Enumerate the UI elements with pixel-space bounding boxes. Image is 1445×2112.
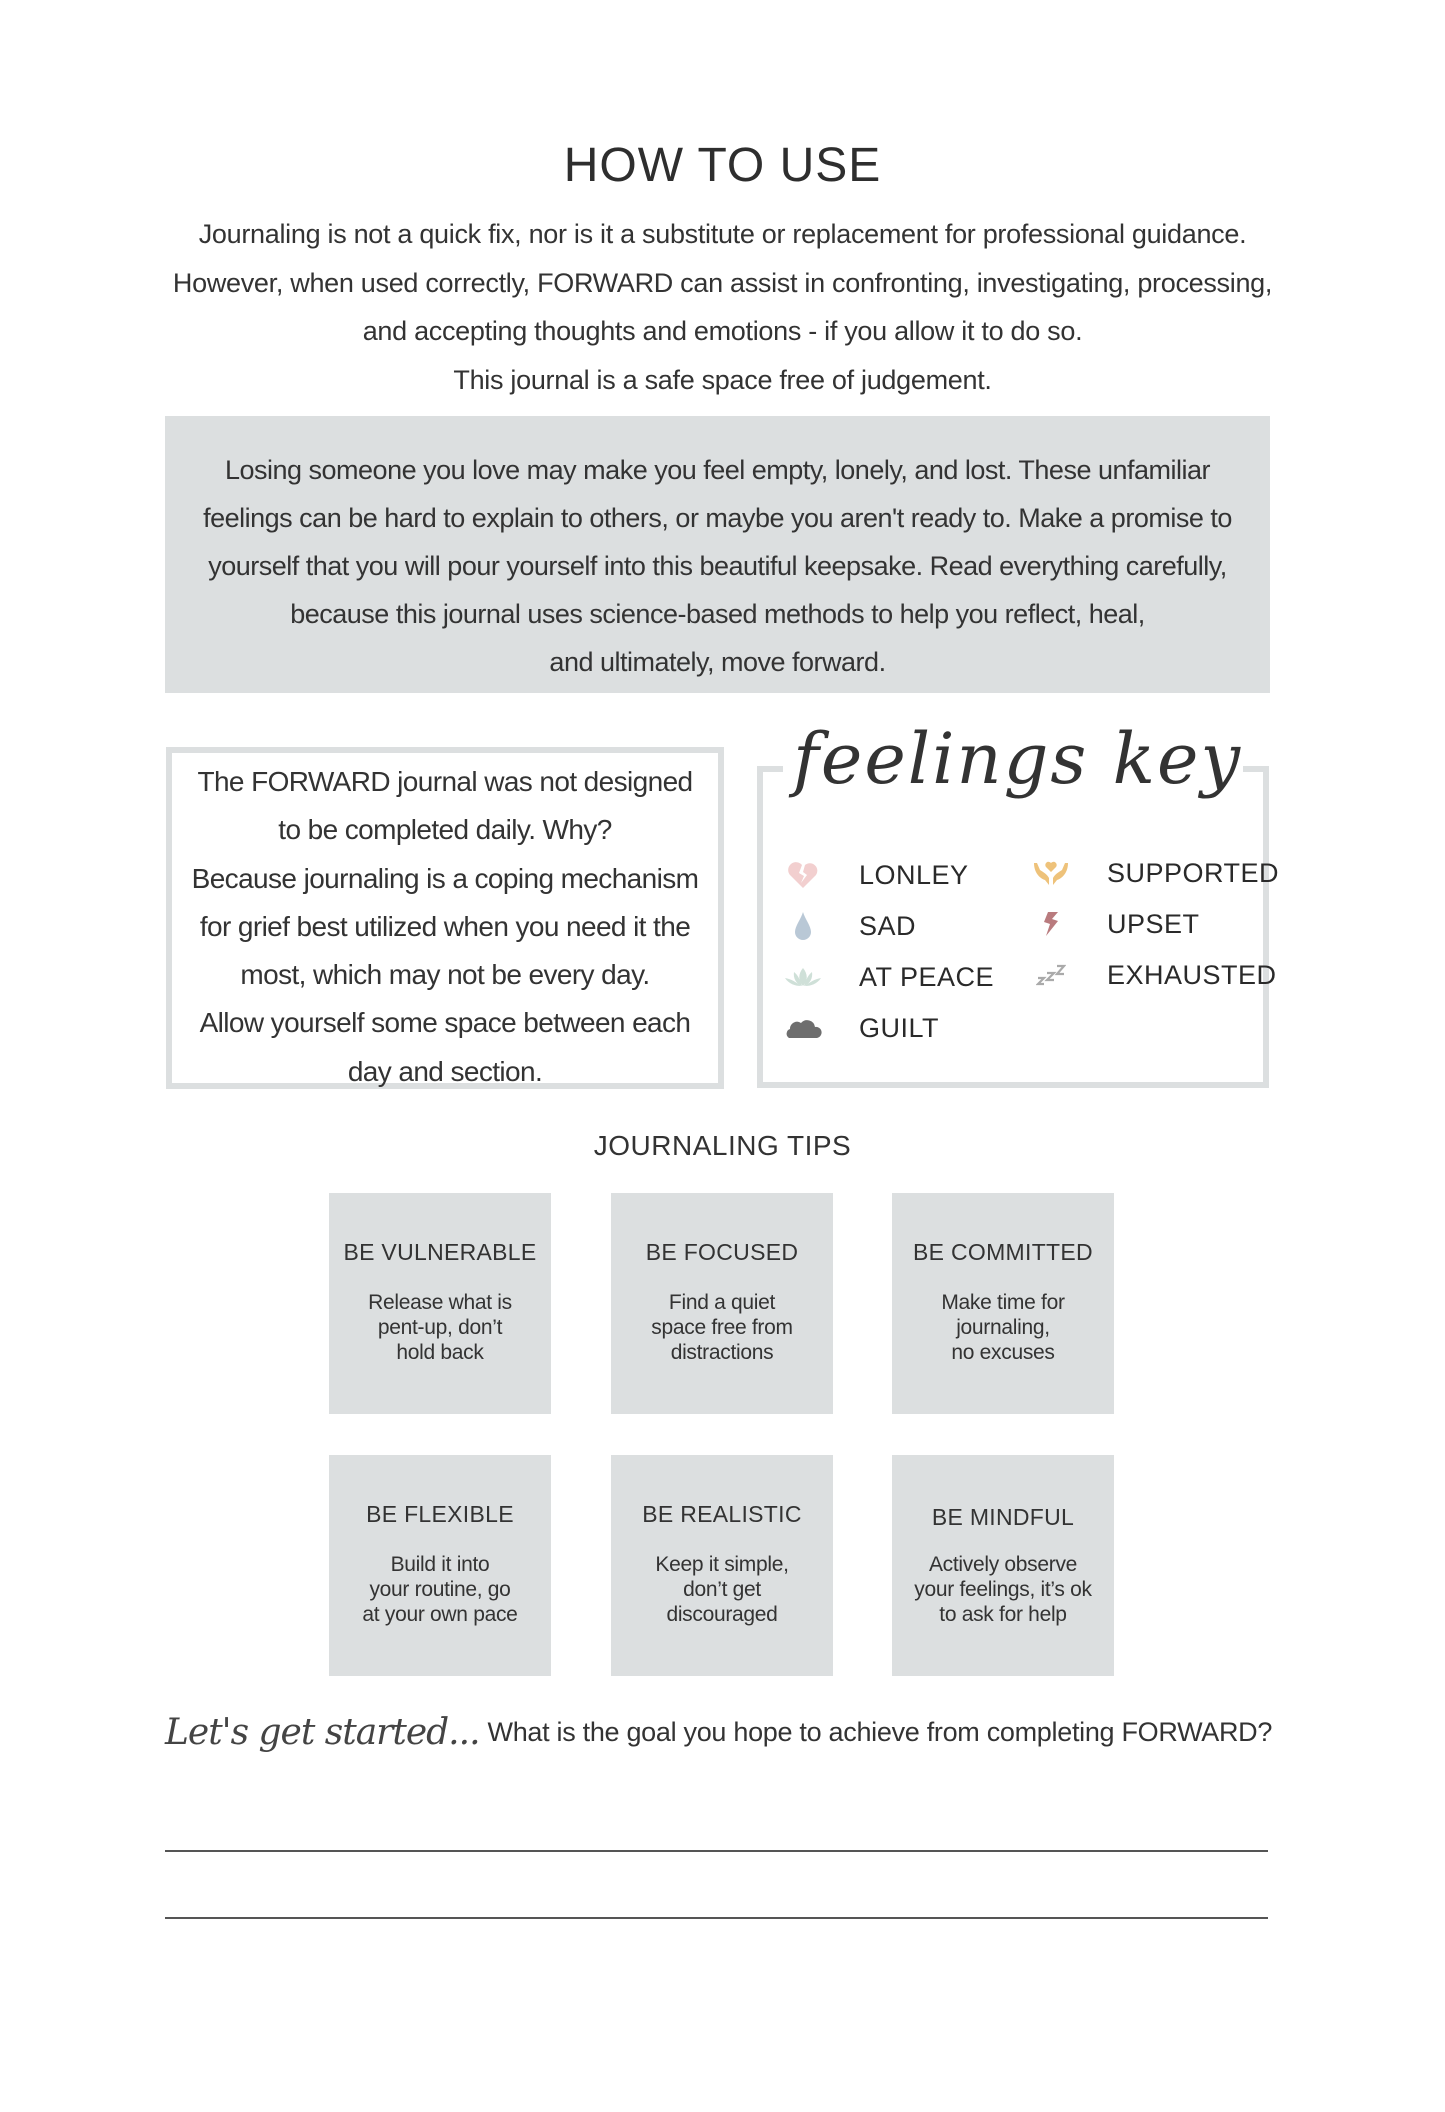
feelings-key-box	[757, 718, 1280, 1088]
grief-note-line: yourself that you will pour yourself into this beautiful keepsake. Read everything carefully,	[208, 551, 1227, 581]
cloud-icon	[783, 1011, 823, 1045]
feeling-upset	[1031, 907, 1200, 941]
tip-card	[892, 1455, 1114, 1676]
answer-line[interactable]	[165, 1917, 1268, 1919]
lightning-icon	[1031, 907, 1071, 941]
tip-line: Find a quiet	[668, 1291, 776, 1314]
tip-line: journaling,	[956, 1316, 1050, 1339]
sleep-zzz-icon	[1031, 958, 1071, 992]
note-line: Allow yourself some space between each	[199, 1007, 691, 1039]
tip-line: Keep it simple,	[655, 1553, 789, 1576]
feeling-label: EXHAUSTED	[1107, 959, 1277, 990]
grief-note-line: Losing someone you love may make you feel empty, lonely, and lost. These unfamiliar	[224, 455, 1211, 485]
tip-line: Build it into	[390, 1553, 490, 1576]
border-segment	[763, 766, 783, 772]
intro-line: and accepting thoughts and emotions - if you allow it to do so.	[362, 316, 1083, 346]
tip-line: your feelings, it’s ok	[914, 1578, 1092, 1601]
page-title: HOW TO USE	[563, 139, 882, 192]
hands-heart-icon	[1031, 856, 1071, 890]
feeling-label: AT PEACE	[859, 961, 995, 992]
tip-card	[892, 1193, 1114, 1414]
tip-line: space free from	[651, 1316, 793, 1339]
note-line: for grief best utilized when you need it the	[199, 910, 691, 942]
note-line: most, which may not be every day.	[240, 959, 650, 991]
tip-line: no excuses	[951, 1341, 1055, 1364]
tip-title: BE MINDFUL	[931, 1504, 1075, 1530]
tip-line: Actively observe	[928, 1553, 1078, 1576]
note-line: The FORWARD journal was not designed	[197, 766, 693, 797]
tip-line: discouraged	[666, 1603, 778, 1626]
feelings-key-title: feelings key	[793, 718, 1242, 800]
tip-line: hold back	[396, 1341, 484, 1364]
goal-prompt	[165, 1712, 1272, 1753]
broken-heart-icon	[783, 858, 823, 892]
feeling-sad	[783, 909, 916, 943]
tip-line: distractions	[670, 1341, 774, 1364]
water-drop-icon	[783, 909, 823, 943]
tip-title: BE FLEXIBLE	[366, 1501, 514, 1527]
grief-note-line: and ultimately, move forward.	[549, 647, 886, 677]
lotus-icon	[783, 960, 823, 994]
grief-note-box	[165, 416, 1270, 693]
answer-line[interactable]	[165, 1850, 1268, 1852]
feeling-label: UPSET	[1107, 908, 1200, 939]
tip-title: BE REALISTIC	[642, 1501, 802, 1527]
tip-line: to ask for help	[939, 1603, 1067, 1626]
feeling-exhausted	[1031, 958, 1277, 992]
tip-line: don’t get	[683, 1578, 761, 1601]
not-daily-note-box	[166, 747, 724, 1089]
tip-title: BE VULNERABLE	[343, 1239, 537, 1265]
note-line: Because journaling is a coping mechanism	[191, 862, 699, 894]
tip-line: your routine, go	[369, 1578, 511, 1601]
lets-get-started-script: Let's get started...	[165, 1712, 480, 1753]
feeling-lonley	[783, 858, 969, 892]
tip-card	[611, 1193, 833, 1414]
intro-text	[0, 210, 1445, 404]
intro-line: Journaling is not a quick fix, nor is it a substitute or replacement for professional guidance.	[198, 219, 1247, 249]
tip-line: at your own pace	[362, 1603, 518, 1626]
goal-question: What is the goal you hope to achieve from completing FORWARD?	[487, 1717, 1273, 1747]
note-line: to be completed daily. Why?	[278, 814, 612, 846]
tip-card	[329, 1193, 551, 1414]
tip-title: BE COMMITTED	[913, 1239, 1093, 1265]
intro-line: This journal is a safe space free of judgement.	[453, 364, 992, 395]
tip-card	[329, 1455, 551, 1676]
border-segment	[1243, 766, 1263, 772]
feeling-label: LONLEY	[859, 859, 969, 890]
note-line: day and section.	[347, 1055, 543, 1087]
journaling-tips-title: JOURNALING TIPS	[593, 1130, 852, 1161]
grief-note-line: feelings can be hard to explain to others, or maybe you aren't ready to. Make a promise to	[203, 503, 1232, 533]
feeling-guilt	[783, 1011, 939, 1045]
tip-title: BE FOCUSED	[645, 1239, 799, 1265]
feeling-at-peace	[783, 960, 994, 994]
intro-line: However, when used correctly, FORWARD can assist in confronting, investigating, processing,	[172, 267, 1273, 298]
tip-line: pent-up, don’t	[377, 1316, 503, 1339]
tip-line: Make time for	[941, 1291, 1065, 1314]
tip-line: Release what is	[368, 1291, 512, 1314]
feeling-label: SUPPORTED	[1107, 857, 1280, 888]
tip-card	[611, 1455, 833, 1676]
grief-note-line: because this journal uses science-based methods to help you reflect, heal,	[290, 599, 1145, 629]
feeling-supported	[1031, 856, 1279, 890]
feeling-label: SAD	[859, 910, 917, 941]
feeling-label: GUILT	[859, 1012, 940, 1043]
